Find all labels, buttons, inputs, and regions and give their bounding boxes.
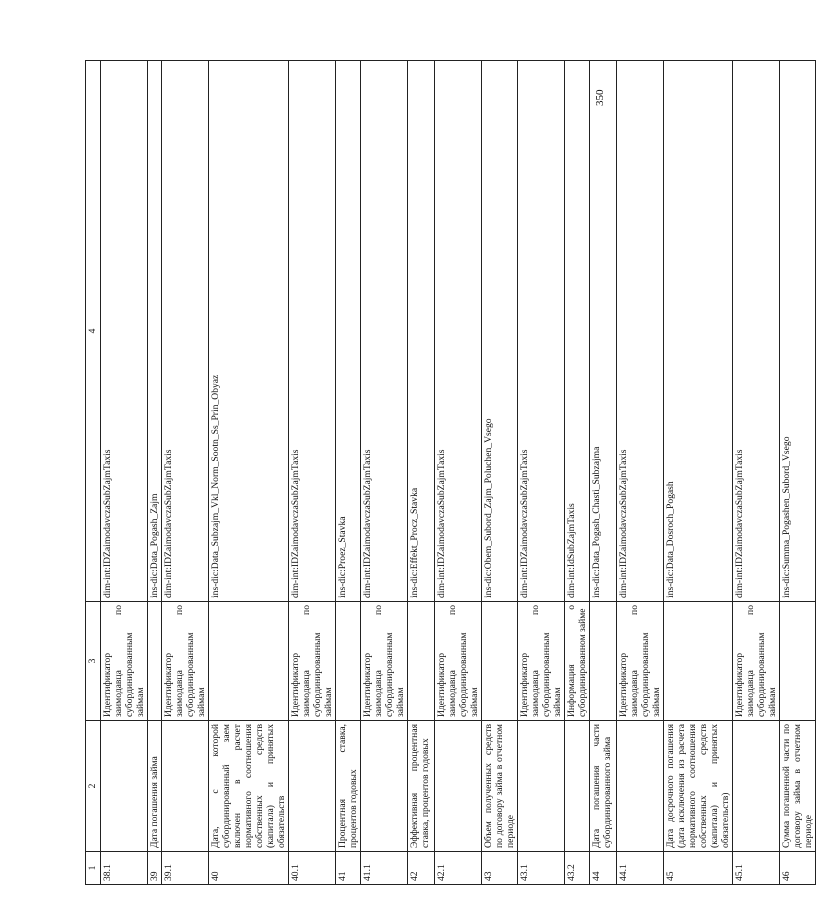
row-number: 46 bbox=[780, 852, 816, 885]
row-code: ins-dic:Data_Subzajm_Vkl_Norm_Sootn_Ss_Prin_Obyaz bbox=[209, 61, 289, 602]
row-number: 44.1 bbox=[617, 852, 664, 885]
table-row bbox=[664, 61, 733, 885]
attributes-table bbox=[85, 60, 816, 885]
row-number: 45.1 bbox=[733, 852, 780, 885]
row-code: dim-int:IDZaimodavczaSubZajmTaxis bbox=[733, 61, 780, 602]
row-name: Сумма погашенной части по договору займа в отчетном периоде bbox=[780, 721, 816, 852]
table-row bbox=[780, 61, 816, 885]
row-description: Идентификатор заимодавца по субординированным займам bbox=[435, 602, 482, 721]
header-col-4: 4 bbox=[86, 61, 101, 602]
row-description bbox=[209, 602, 289, 721]
row-description bbox=[336, 602, 361, 721]
row-code: dim-int:IDZaimodavczaSubZajmTaxis bbox=[617, 61, 664, 602]
page-number: 350 bbox=[594, 89, 606, 106]
table-row bbox=[733, 61, 780, 885]
row-number: 38.1 bbox=[101, 852, 148, 885]
row-code: dim-int:IDZaimodavczaSubZajmTaxis bbox=[435, 61, 482, 602]
row-number: 43 bbox=[482, 852, 518, 885]
row-number: 42 bbox=[408, 852, 435, 885]
row-description bbox=[482, 602, 518, 721]
row-description: Информация о субординированном займе bbox=[565, 602, 590, 721]
row-number: 43.1 bbox=[518, 852, 565, 885]
table-row bbox=[336, 61, 361, 885]
table-row bbox=[482, 61, 518, 885]
row-code: ins-dic:Data_Pogash_Zajm bbox=[148, 61, 162, 602]
row-name: Дата, с которой субординированный заем включен в расчет нормативного соотношения собственных средств (капитала) и принятых обязательств bbox=[209, 721, 289, 852]
table-row bbox=[162, 61, 209, 885]
row-description bbox=[148, 602, 162, 721]
row-name bbox=[361, 721, 408, 852]
row-name: Дата погашения части субординированного займа bbox=[590, 721, 617, 852]
row-number: 44 bbox=[590, 852, 617, 885]
row-number: 39 bbox=[148, 852, 162, 885]
row-description bbox=[780, 602, 816, 721]
row-description: Идентификатор заимодавца по субординированным займам bbox=[162, 602, 209, 721]
row-description: Идентификатор заимодавца по субординированным займам bbox=[289, 602, 336, 721]
row-code: dim-int:IDZaimodavczaSubZajmTaxis bbox=[289, 61, 336, 602]
row-number: 40.1 bbox=[289, 852, 336, 885]
row-name: Дата досрочного погашения (дата исключения из расчета нормативного соотношения собственных средств (капитала) и принятых обязательств) bbox=[664, 721, 733, 852]
row-name bbox=[565, 721, 590, 852]
row-number: 40 bbox=[209, 852, 289, 885]
table-row bbox=[590, 61, 617, 885]
row-name bbox=[289, 721, 336, 852]
table-row bbox=[101, 61, 148, 885]
row-code: ins-dic:Data_Pogash_Chasti_Subzajma bbox=[590, 61, 617, 602]
header-col-2: 2 bbox=[86, 721, 101, 852]
row-number: 41 bbox=[336, 852, 361, 885]
row-name: Эффективная процентная ставка, процентов годовых bbox=[408, 721, 435, 852]
row-description bbox=[408, 602, 435, 721]
row-number: 42.1 bbox=[435, 852, 482, 885]
row-code: ins-dic:Data_Dosroch_Pogash bbox=[664, 61, 733, 602]
row-name: Дата погашения займа bbox=[148, 721, 162, 852]
header-col-3: 3 bbox=[86, 602, 101, 721]
table-row bbox=[565, 61, 590, 885]
row-code: ins-dic:Effekt_Procz_Stavka bbox=[408, 61, 435, 602]
table-row bbox=[148, 61, 162, 885]
row-description: Идентификатор заимодавца по субординированным займам bbox=[518, 602, 565, 721]
table-row bbox=[408, 61, 435, 885]
row-name bbox=[162, 721, 209, 852]
table-row bbox=[617, 61, 664, 885]
row-description bbox=[664, 602, 733, 721]
row-description bbox=[590, 602, 617, 721]
table-row bbox=[361, 61, 408, 885]
table-row bbox=[209, 61, 289, 885]
row-name: Процентная ставка, процентов годовых bbox=[336, 721, 361, 852]
row-number: 41.1 bbox=[361, 852, 408, 885]
row-description: Идентификатор заимодавца по субординированным займам bbox=[733, 602, 780, 721]
row-number: 45 bbox=[664, 852, 733, 885]
row-name bbox=[435, 721, 482, 852]
row-name: Объем полученных средств по договору займа в отчетном периоде bbox=[482, 721, 518, 852]
row-number: 43.2 bbox=[565, 852, 590, 885]
row-code: dim-int:IDZaimodavczaSubZajmTaxis bbox=[518, 61, 565, 602]
row-code: ins-dic:Obem_Subord_Zajm_Poluchen_Vsego bbox=[482, 61, 518, 602]
table-row bbox=[435, 61, 482, 885]
row-code: dim-int:IDZaimodavczaSubZajmTaxis bbox=[101, 61, 148, 602]
header-col-1: 1 bbox=[86, 852, 101, 885]
table-row bbox=[518, 61, 565, 885]
row-name bbox=[617, 721, 664, 852]
row-name bbox=[101, 721, 148, 852]
row-code: dim-int:IDZaimodavczaSubZajmTaxis bbox=[361, 61, 408, 602]
table-row bbox=[289, 61, 336, 885]
row-name bbox=[733, 721, 780, 852]
row-description: Идентификатор заимодавца по субординированным займам bbox=[361, 602, 408, 721]
row-description: Идентификатор заимодавца по субординированным займам bbox=[101, 602, 148, 721]
row-code: ins-dic:Proez_Stavka bbox=[336, 61, 361, 602]
row-code: ins-dic:Summa_Pogashen_Subord_Vsego bbox=[780, 61, 816, 602]
row-name bbox=[518, 721, 565, 852]
row-code: dim-int:IdSubZajmTaxis bbox=[565, 61, 590, 602]
row-number: 39.1 bbox=[162, 852, 209, 885]
table-header-row bbox=[86, 61, 101, 885]
row-code: dim-int:IDZaimodavczaSubZajmTaxis bbox=[162, 61, 209, 602]
row-description: Идентификатор заимодавца по субординированным займам bbox=[617, 602, 664, 721]
